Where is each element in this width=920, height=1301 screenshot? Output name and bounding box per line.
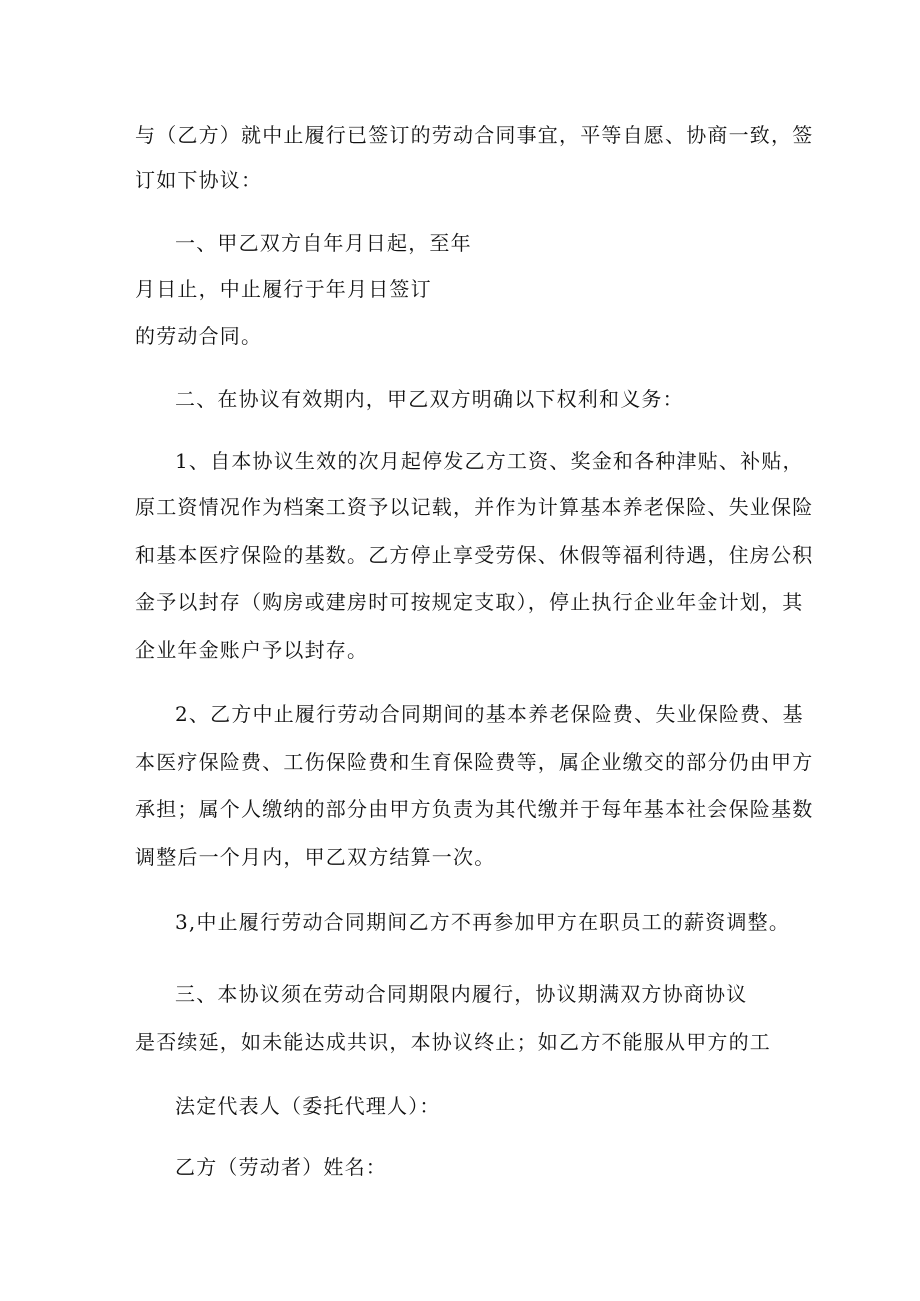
clause2-item3-line-1: 3,中止履行劳动合同期间乙方不再参加甲方在职员工的薪资调整。: [175, 910, 791, 934]
clause2-item1-line-1: 1、自本协议生效的次月起停发乙方工资、奖金和各种津贴、补贴，: [175, 449, 804, 473]
clause1-line-2: 月日止，中止履行于年月日签订: [135, 277, 432, 301]
clause2-item1-line-2: 原工资情况作为档案工资予以记载，并作为计算基本养老保险、失业保险: [135, 495, 814, 519]
clause1-line-3: 的劳动合同。: [135, 324, 263, 348]
clause2-item2-line-3: 承担；属个人缴纳的部分由甲方负责为其代缴并于每年基本社会保险基数: [135, 797, 814, 821]
clause2-heading: 二、在协议有效期内，甲乙双方明确以下权利和义务：: [175, 387, 684, 411]
clause3-line-2: 是否续延，如未能达成共识，本协议终止；如乙方不能服从甲方的工: [135, 1030, 771, 1054]
clause2-item1-line-4: 金予以封存（购房或建房时可按规定支取），停止执行企业年金计划，其: [135, 590, 804, 614]
clause2-item2-line-1: 2、乙方中止履行劳动合同期间的基本养老保险费、失业保险费、基: [175, 702, 804, 726]
intro-line-1: 与（乙方）就中止履行已签订的劳动合同事宜，平等自愿、协商一致，签: [135, 123, 814, 147]
intro-line-2: 订如下协议：: [135, 168, 263, 192]
clause2-item2-line-2: 本医疗保险费、工伤保险费和生育保险费等，属企业缴交的部分仍由甲方: [135, 750, 814, 774]
clause1-line-1: 一、甲乙双方自年月日起，至年: [175, 231, 472, 255]
clause2-item1-line-5: 企业年金账户予以封存。: [135, 638, 369, 662]
legal-representative-line: 法定代表人（委托代理人）：: [175, 1094, 441, 1118]
clause2-item2-line-4: 调整后一个月内，甲乙双方结算一次。: [135, 845, 496, 869]
party-b-name-line: 乙方（劳动者）姓名：: [175, 1155, 387, 1179]
clause2-item1-line-3: 和基本医疗保险的基数。乙方停止享受劳保、休假等福利待遇，住房公积: [135, 543, 814, 567]
clause3-line-1: 三、本协议须在劳动合同期限内履行，协议期满双方协商协议: [175, 982, 748, 1006]
